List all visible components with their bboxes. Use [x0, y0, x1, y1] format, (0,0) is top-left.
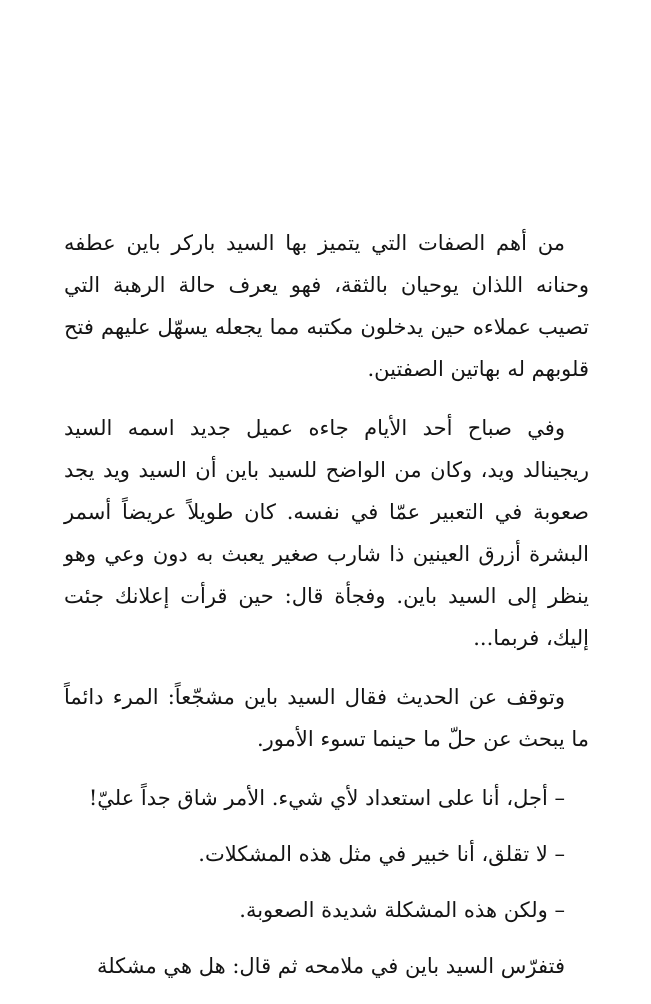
paragraph-1: من أهم الصفات التي يتميز بها السيد باركر باين عطفه وحنانه اللذان يوحيان بالثقة، فهو يعرف حالة الرهبة التي تصيب عملاءه حين يدخلون مكتبه مما يجعله يسهّل عليهم فتح قلوبهم له بهاتين الصفتين.: [64, 231, 589, 381]
dialog-line-3: – ولكن هذه المشكلة شديدة الصعوبة.: [239, 898, 565, 922]
paragraph-7: فتفرّس السيد باين في ملامحه ثم قال: هل هي مشكلة: [96, 954, 565, 978]
dialog-line-1: – أجل، أنا على استعداد لأي شيء. الأمر شاق جداً عليّ!: [88, 786, 565, 810]
dialog-line-2: – لا تقلق، أنا خبير في مثل هذه المشكلات.: [198, 842, 565, 866]
book-page: [64, 222, 589, 1004]
paragraph-3: وتوقف عن الحديث فقال السيد باين مشجّعاً: المرء دائماً ما يبحث عن حلّ ما حينما تسوء الأمور.: [64, 685, 589, 751]
paragraph-2: وفي صباح أحد الأيام جاءه عميل جديد اسمه السيد ريجينالد ويد، وكان من الواضح للسيد باين أن السيد ويد يجد صعوبة في التعبير عمّا في نفسه. كان طويلاً عريضاً أسمر البشرة أزرق العينين ذا شارب صغير يعبث به دون وعي وهو ينظر إلى السيد باين. وفجأة قال: حين قرأت إعلانك جئت إليك، فربما...: [64, 416, 589, 650]
